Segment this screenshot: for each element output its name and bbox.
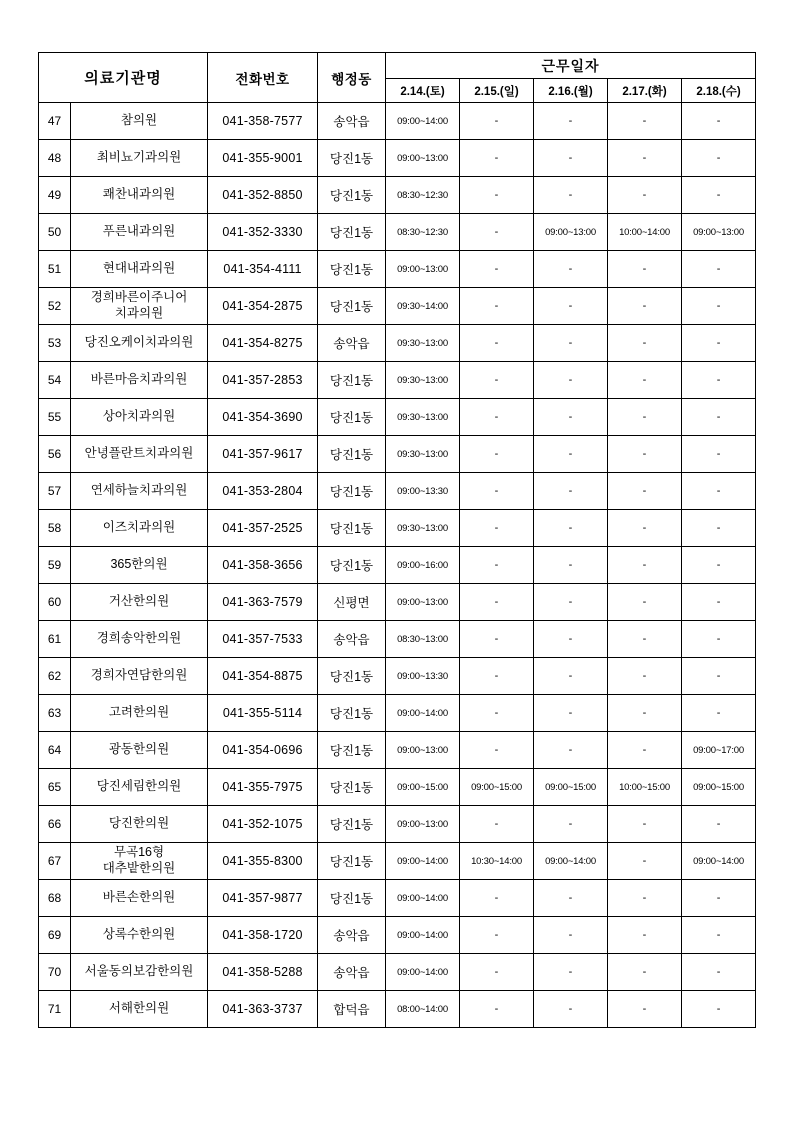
cell-institution-name: 거산한의원 — [71, 584, 208, 621]
cell-row-number: 71 — [39, 991, 71, 1028]
cell-open-hours: 09:00~13:00 — [682, 214, 756, 251]
cell-closed: - — [682, 288, 756, 325]
cell-closed: - — [608, 177, 682, 214]
cell-closed: - — [608, 103, 682, 140]
cell-open-hours: 09:00~13:00 — [386, 584, 460, 621]
cell-open-hours: 09:00~13:00 — [534, 214, 608, 251]
table-row — [39, 991, 756, 1028]
cell-closed: - — [534, 325, 608, 362]
cell-closed: - — [534, 806, 608, 843]
cell-institution-name: 안녕플란트치과의원 — [71, 436, 208, 473]
table-body — [39, 103, 756, 1028]
table-row — [39, 177, 756, 214]
cell-district: 당진1동 — [318, 362, 386, 399]
table-row — [39, 806, 756, 843]
cell-closed: - — [608, 806, 682, 843]
cell-closed: - — [534, 584, 608, 621]
column-header-day-5: 2.18.(수) — [682, 79, 756, 103]
cell-closed: - — [460, 917, 534, 954]
column-header-day-1: 2.14.(토) — [386, 79, 460, 103]
cell-closed: - — [460, 954, 534, 991]
cell-open-hours: 09:00~15:00 — [682, 769, 756, 806]
table-row — [39, 140, 756, 177]
cell-district: 당진1동 — [318, 510, 386, 547]
cell-telephone: 041-354-8875 — [208, 658, 318, 695]
cell-open-hours: 08:30~12:30 — [386, 214, 460, 251]
cell-closed: - — [460, 473, 534, 510]
cell-open-hours: 09:00~14:00 — [386, 880, 460, 917]
cell-district: 송악읍 — [318, 103, 386, 140]
cell-closed: - — [682, 584, 756, 621]
cell-open-hours: 09:00~17:00 — [682, 732, 756, 769]
cell-closed: - — [460, 732, 534, 769]
cell-institution-name: 바른손한의원 — [71, 880, 208, 917]
column-header-telephone: 전화번호 — [208, 53, 318, 103]
cell-closed: - — [460, 436, 534, 473]
cell-closed: - — [608, 991, 682, 1028]
cell-closed: - — [460, 658, 534, 695]
cell-closed: - — [682, 547, 756, 584]
cell-institution-name: 365한의원 — [71, 547, 208, 584]
cell-open-hours: 09:00~14:00 — [534, 843, 608, 880]
cell-open-hours: 09:00~14:00 — [386, 954, 460, 991]
cell-closed: - — [608, 399, 682, 436]
cell-closed: - — [460, 510, 534, 547]
cell-closed: - — [534, 991, 608, 1028]
cell-telephone: 041-355-9001 — [208, 140, 318, 177]
cell-closed: - — [682, 880, 756, 917]
cell-closed: - — [460, 991, 534, 1028]
cell-row-number: 67 — [39, 843, 71, 880]
cell-row-number: 49 — [39, 177, 71, 214]
cell-institution-name: 당진한의원 — [71, 806, 208, 843]
cell-institution-name: 고려한의원 — [71, 695, 208, 732]
cell-row-number: 53 — [39, 325, 71, 362]
cell-institution-name: 상아치과의원 — [71, 399, 208, 436]
table-row — [39, 399, 756, 436]
cell-telephone: 041-355-8300 — [208, 843, 318, 880]
cell-institution-name: 광동한의원 — [71, 732, 208, 769]
cell-closed: - — [460, 288, 534, 325]
cell-closed: - — [682, 140, 756, 177]
table-row — [39, 584, 756, 621]
cell-district: 송악읍 — [318, 325, 386, 362]
cell-closed: - — [534, 103, 608, 140]
column-header-workdays: 근무일자 — [386, 53, 756, 79]
cell-closed: - — [534, 732, 608, 769]
cell-closed: - — [682, 917, 756, 954]
table-row — [39, 325, 756, 362]
cell-closed: - — [608, 658, 682, 695]
cell-closed: - — [534, 695, 608, 732]
cell-row-number: 51 — [39, 251, 71, 288]
cell-open-hours: 10:30~14:00 — [460, 843, 534, 880]
cell-closed: - — [682, 954, 756, 991]
table-row — [39, 880, 756, 917]
table-row — [39, 917, 756, 954]
table-row — [39, 769, 756, 806]
cell-closed: - — [534, 362, 608, 399]
cell-open-hours: 09:00~14:00 — [682, 843, 756, 880]
cell-district: 당진1동 — [318, 547, 386, 584]
cell-closed: - — [608, 140, 682, 177]
cell-institution-name: 최비뇨기과의원 — [71, 140, 208, 177]
cell-telephone: 041-354-3690 — [208, 399, 318, 436]
cell-telephone: 041-352-8850 — [208, 177, 318, 214]
cell-institution-name: 경희바른이주니어 치과의원 — [71, 288, 208, 325]
cell-closed: - — [608, 954, 682, 991]
cell-district: 당진1동 — [318, 806, 386, 843]
table-row — [39, 954, 756, 991]
cell-telephone: 041-358-5288 — [208, 954, 318, 991]
column-header-institution-name: 의료기관명 — [39, 53, 208, 103]
cell-closed: - — [534, 880, 608, 917]
cell-closed: - — [534, 473, 608, 510]
cell-row-number: 61 — [39, 621, 71, 658]
cell-district: 당진1동 — [318, 436, 386, 473]
table-row — [39, 732, 756, 769]
cell-closed: - — [682, 510, 756, 547]
column-header-day-3: 2.16.(월) — [534, 79, 608, 103]
cell-open-hours: 10:00~15:00 — [608, 769, 682, 806]
medical-institution-schedule-table — [38, 52, 756, 1028]
cell-institution-name: 참의원 — [71, 103, 208, 140]
cell-row-number: 55 — [39, 399, 71, 436]
cell-closed: - — [460, 362, 534, 399]
column-header-district: 행정동 — [318, 53, 386, 103]
cell-closed: - — [608, 917, 682, 954]
cell-open-hours: 08:30~13:00 — [386, 621, 460, 658]
cell-closed: - — [460, 695, 534, 732]
cell-row-number: 54 — [39, 362, 71, 399]
cell-row-number: 68 — [39, 880, 71, 917]
cell-district: 송악읍 — [318, 917, 386, 954]
cell-closed: - — [608, 880, 682, 917]
cell-telephone: 041-363-7579 — [208, 584, 318, 621]
cell-institution-name: 서해한의원 — [71, 991, 208, 1028]
cell-closed: - — [460, 177, 534, 214]
cell-closed: - — [534, 288, 608, 325]
cell-open-hours: 09:30~14:00 — [386, 288, 460, 325]
cell-institution-name: 무곡16형 대추밭한의원 — [71, 843, 208, 880]
cell-institution-name: 서울동의보감한의원 — [71, 954, 208, 991]
cell-open-hours: 09:00~14:00 — [386, 917, 460, 954]
cell-district: 합덕읍 — [318, 991, 386, 1028]
cell-telephone: 041-354-0696 — [208, 732, 318, 769]
cell-telephone: 041-358-1720 — [208, 917, 318, 954]
cell-row-number: 58 — [39, 510, 71, 547]
cell-closed: - — [534, 399, 608, 436]
cell-institution-name: 연세하늘치과의원 — [71, 473, 208, 510]
cell-row-number: 57 — [39, 473, 71, 510]
cell-open-hours: 09:00~13:30 — [386, 658, 460, 695]
cell-closed: - — [534, 510, 608, 547]
cell-row-number: 52 — [39, 288, 71, 325]
cell-closed: - — [608, 584, 682, 621]
cell-district: 당진1동 — [318, 658, 386, 695]
cell-closed: - — [608, 547, 682, 584]
table-row — [39, 843, 756, 880]
cell-closed: - — [682, 103, 756, 140]
table-row — [39, 695, 756, 732]
table-row — [39, 251, 756, 288]
table-row — [39, 510, 756, 547]
cell-row-number: 62 — [39, 658, 71, 695]
cell-closed: - — [682, 621, 756, 658]
cell-open-hours: 09:00~15:00 — [460, 769, 534, 806]
cell-telephone: 041-363-3737 — [208, 991, 318, 1028]
cell-closed: - — [534, 251, 608, 288]
cell-closed: - — [460, 584, 534, 621]
cell-row-number: 59 — [39, 547, 71, 584]
cell-district: 송악읍 — [318, 954, 386, 991]
cell-district: 당진1동 — [318, 399, 386, 436]
cell-district: 당진1동 — [318, 288, 386, 325]
cell-institution-name: 현대내과의원 — [71, 251, 208, 288]
cell-institution-name: 경희자연담한의원 — [71, 658, 208, 695]
cell-institution-name: 경희송악한의원 — [71, 621, 208, 658]
cell-closed: - — [460, 325, 534, 362]
cell-closed: - — [608, 362, 682, 399]
table-row — [39, 288, 756, 325]
table-row — [39, 362, 756, 399]
cell-closed: - — [682, 806, 756, 843]
cell-telephone: 041-357-2525 — [208, 510, 318, 547]
cell-closed: - — [534, 658, 608, 695]
column-header-day-2: 2.15.(일) — [460, 79, 534, 103]
cell-open-hours: 09:30~13:00 — [386, 436, 460, 473]
cell-district: 송악읍 — [318, 621, 386, 658]
cell-institution-name: 상록수한의원 — [71, 917, 208, 954]
cell-institution-name: 바른마음치과의원 — [71, 362, 208, 399]
cell-district: 당진1동 — [318, 214, 386, 251]
cell-closed: - — [682, 436, 756, 473]
cell-open-hours: 09:00~13:30 — [386, 473, 460, 510]
cell-row-number: 48 — [39, 140, 71, 177]
cell-closed: - — [682, 325, 756, 362]
cell-telephone: 041-355-5114 — [208, 695, 318, 732]
cell-closed: - — [608, 473, 682, 510]
cell-row-number: 47 — [39, 103, 71, 140]
cell-closed: - — [608, 325, 682, 362]
cell-closed: - — [608, 510, 682, 547]
cell-closed: - — [608, 695, 682, 732]
cell-closed: - — [460, 251, 534, 288]
cell-telephone: 041-354-4111 — [208, 251, 318, 288]
cell-district: 당진1동 — [318, 140, 386, 177]
table-row — [39, 621, 756, 658]
cell-closed: - — [534, 621, 608, 658]
cell-telephone: 041-354-8275 — [208, 325, 318, 362]
table-header — [39, 53, 756, 103]
cell-open-hours: 09:30~13:00 — [386, 399, 460, 436]
cell-open-hours: 09:30~13:00 — [386, 510, 460, 547]
cell-institution-name: 쾌찬내과의원 — [71, 177, 208, 214]
cell-telephone: 041-353-2804 — [208, 473, 318, 510]
cell-row-number: 64 — [39, 732, 71, 769]
cell-open-hours: 09:00~14:00 — [386, 695, 460, 732]
cell-telephone: 041-357-9617 — [208, 436, 318, 473]
cell-closed: - — [682, 991, 756, 1028]
header-row-top — [39, 53, 756, 79]
cell-district: 당진1동 — [318, 695, 386, 732]
cell-district: 당진1동 — [318, 473, 386, 510]
cell-closed: - — [682, 695, 756, 732]
cell-closed: - — [460, 621, 534, 658]
cell-closed: - — [682, 658, 756, 695]
cell-telephone: 041-357-7533 — [208, 621, 318, 658]
cell-closed: - — [460, 880, 534, 917]
cell-row-number: 70 — [39, 954, 71, 991]
cell-closed: - — [682, 473, 756, 510]
cell-open-hours: 09:00~13:00 — [386, 251, 460, 288]
cell-closed: - — [534, 917, 608, 954]
cell-closed: - — [460, 547, 534, 584]
cell-district: 당진1동 — [318, 177, 386, 214]
cell-closed: - — [608, 843, 682, 880]
column-header-day-4: 2.17.(화) — [608, 79, 682, 103]
cell-closed: - — [460, 214, 534, 251]
table-row — [39, 436, 756, 473]
cell-closed: - — [682, 399, 756, 436]
cell-closed: - — [460, 399, 534, 436]
cell-telephone: 041-354-2875 — [208, 288, 318, 325]
table-row — [39, 103, 756, 140]
cell-closed: - — [534, 954, 608, 991]
cell-open-hours: 09:00~14:00 — [386, 103, 460, 140]
cell-closed: - — [682, 251, 756, 288]
cell-telephone: 041-358-3656 — [208, 547, 318, 584]
cell-row-number: 63 — [39, 695, 71, 732]
cell-row-number: 65 — [39, 769, 71, 806]
table-row — [39, 214, 756, 251]
cell-row-number: 56 — [39, 436, 71, 473]
cell-district: 당진1동 — [318, 732, 386, 769]
cell-closed: - — [608, 288, 682, 325]
cell-open-hours: 09:00~15:00 — [386, 769, 460, 806]
cell-telephone: 041-357-2853 — [208, 362, 318, 399]
cell-open-hours: 08:30~12:30 — [386, 177, 460, 214]
cell-open-hours: 09:00~16:00 — [386, 547, 460, 584]
table-row — [39, 547, 756, 584]
cell-closed: - — [608, 732, 682, 769]
cell-institution-name: 당진세림한의원 — [71, 769, 208, 806]
cell-row-number: 69 — [39, 917, 71, 954]
cell-open-hours: 09:00~13:00 — [386, 732, 460, 769]
cell-closed: - — [534, 177, 608, 214]
cell-district: 당진1동 — [318, 880, 386, 917]
cell-row-number: 66 — [39, 806, 71, 843]
cell-telephone: 041-355-7975 — [208, 769, 318, 806]
cell-closed: - — [460, 103, 534, 140]
cell-district: 신평면 — [318, 584, 386, 621]
cell-institution-name: 푸른내과의원 — [71, 214, 208, 251]
cell-closed: - — [608, 621, 682, 658]
cell-open-hours: 09:00~14:00 — [386, 843, 460, 880]
cell-closed: - — [682, 177, 756, 214]
cell-open-hours: 09:00~13:00 — [386, 806, 460, 843]
cell-district: 당진1동 — [318, 769, 386, 806]
cell-open-hours: 09:00~13:00 — [386, 140, 460, 177]
table-row — [39, 473, 756, 510]
table-row — [39, 658, 756, 695]
cell-closed: - — [682, 362, 756, 399]
cell-telephone: 041-352-1075 — [208, 806, 318, 843]
cell-row-number: 50 — [39, 214, 71, 251]
cell-institution-name: 이즈치과의원 — [71, 510, 208, 547]
cell-row-number: 60 — [39, 584, 71, 621]
cell-closed: - — [534, 547, 608, 584]
cell-telephone: 041-357-9877 — [208, 880, 318, 917]
cell-open-hours: 09:30~13:00 — [386, 362, 460, 399]
cell-open-hours: 08:00~14:00 — [386, 991, 460, 1028]
cell-district: 당진1동 — [318, 251, 386, 288]
cell-closed: - — [534, 436, 608, 473]
cell-open-hours: 09:00~15:00 — [534, 769, 608, 806]
cell-closed: - — [534, 140, 608, 177]
cell-institution-name: 당진오케이치과의원 — [71, 325, 208, 362]
cell-open-hours: 09:30~13:00 — [386, 325, 460, 362]
cell-open-hours: 10:00~14:00 — [608, 214, 682, 251]
cell-district: 당진1동 — [318, 843, 386, 880]
cell-telephone: 041-358-7577 — [208, 103, 318, 140]
cell-telephone: 041-352-3330 — [208, 214, 318, 251]
cell-closed: - — [608, 251, 682, 288]
cell-closed: - — [608, 436, 682, 473]
cell-closed: - — [460, 140, 534, 177]
cell-closed: - — [460, 806, 534, 843]
